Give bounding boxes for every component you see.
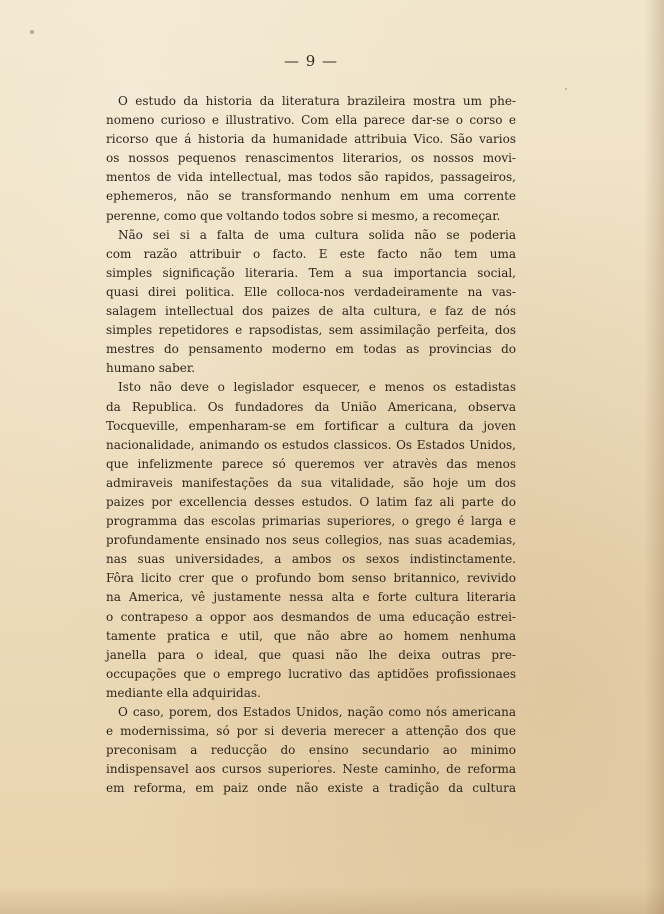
text-line: admiraveis manifestações da sua vitalidade, são hoje um dos <box>106 475 516 490</box>
text-line: na America, vê justamente nessa alta e forte cultura literaria <box>106 590 516 605</box>
text-line: O estudo da historia da literatura brazileira mostra um phe- <box>118 94 516 108</box>
body-text <box>106 92 516 798</box>
text-line: mediante ella adquiridas. <box>106 685 261 700</box>
text-line: Isto não deve o legislador esquecer, e menos os estadistas <box>118 380 516 395</box>
text-line: ephemeros, não se transformando nenhum em uma corrente <box>106 189 516 204</box>
text-line: Fôra licito crer que o profundo bom senso britannico, revivido <box>106 571 516 586</box>
text-line: que infelizmente parece só queremos ver atravès das menos <box>106 456 516 471</box>
text-line: o contrapeso a oppor aos desmandos de uma educação estrei- <box>106 609 516 624</box>
text-line: mentos de vida intellectual, mas todos são rapidos, passageiros, <box>106 170 516 185</box>
text-line: simples repetidores e rapsodistas, sem assimilação perfeita, dos <box>106 323 516 338</box>
text-line: preconisam a reducção do ensino secundario ao minimo <box>106 743 516 758</box>
text-line: tamente pratica e util, que não abre ao homem nenhuma <box>106 628 516 643</box>
text-line: Tocqueville, empenharam-se em fortificar a cultura da joven <box>106 418 516 433</box>
page-edge-shadow <box>644 0 664 914</box>
text-line: ricorso que á historia da humanidade attribuia Vico. São varios <box>106 132 516 147</box>
text-line: programma das escolas primarias superiores, o grego é larga e <box>106 514 516 529</box>
text-line: nas suas universidades, a ambos os sexos indistinctamente. <box>106 552 516 567</box>
text-line: humano saber. <box>106 361 196 376</box>
text-line: quasi direi politica. Elle colloca-nos verdadeiramente na vas- <box>106 284 516 299</box>
text-line: Não sei si a falta de uma cultura solida não se poderia <box>118 227 516 242</box>
text-line: paizes por excellencia desses estudos. O latim faz ali parte do <box>106 494 516 509</box>
text-line: simples significação literaria. Tem a sua importancia social, <box>106 265 516 280</box>
text-line: nacionalidade, animando os estudos classicos. Os Estados Unidos, <box>106 437 516 452</box>
page-number: — 9 — <box>283 52 339 70</box>
text-line: indispensavel aos cursos superiores. Neste caminho, de reforma <box>106 762 516 777</box>
text-line: salagem intellectual dos paizes de alta cultura, e faz de nós <box>106 304 516 319</box>
paper-speck <box>30 30 34 34</box>
text-line: occupações que o emprego lucrativo das aptidões profissionaes <box>106 666 516 681</box>
text-line: O caso, porem, dos Estados Unidos, nação como nós americana <box>118 705 516 719</box>
text-line: os nossos pequenos renascimentos literarios, os nossos movi- <box>106 151 516 166</box>
text-line: profundamente ensinado nos seus collegios, nas suas academias, <box>106 533 516 548</box>
text-line: mestres do pensamento moderno em todas as provincias do <box>106 342 516 357</box>
text-line: perenne, como que voltando todos sobre si mesmo, a recomeçar. <box>106 208 501 223</box>
text-line: em reforma, em paiz onde não existe a tradição da cultura <box>106 781 516 796</box>
text-line: janella para o ideal, que quasi não lhe deixa outras pre- <box>106 647 516 662</box>
text-line: e modernissima, só por si deveria merecer a attenção dos que <box>106 724 516 739</box>
paper-speck <box>565 88 567 90</box>
page-bottom-shadow <box>0 886 664 914</box>
text-line: nomeno curioso e illustrativo. Com ella parece dar-se o corso e <box>106 113 516 128</box>
text-line: da Republica. Os fundadores da União Americana, observa <box>106 399 516 414</box>
text-line: com razão attribuir o facto. E este facto não tem uma <box>106 246 516 261</box>
